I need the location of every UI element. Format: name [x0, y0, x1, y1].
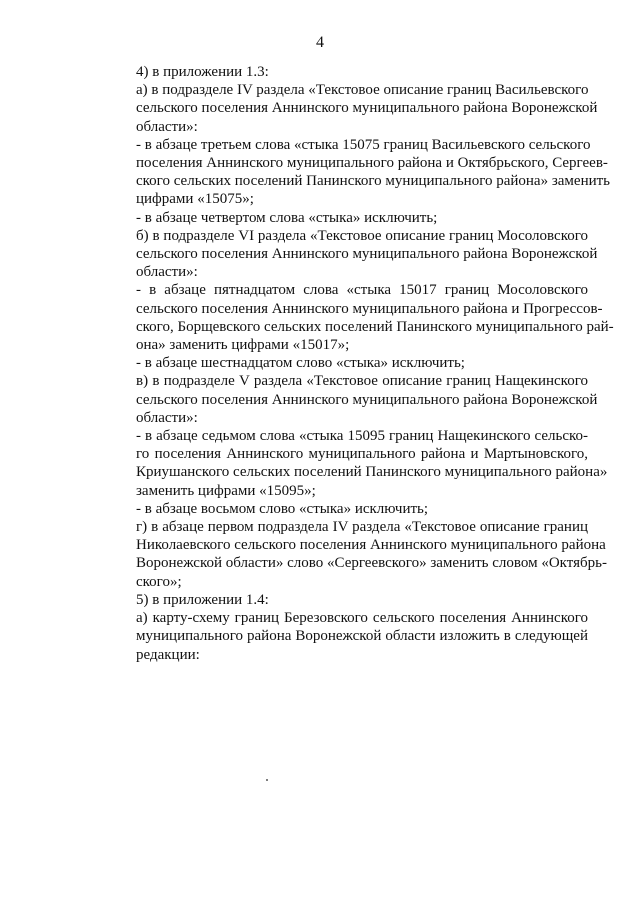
paragraph [106, 609, 588, 664]
text-line: а) в подразделе IV раздела «Текстовое описание границ Васильевского [136, 82, 589, 99]
text-line: - в абзаце пятнадцатом слова «стыка 15017 границ Мосоловского [136, 282, 588, 299]
paragraph [106, 354, 588, 372]
text-line: цифрами «15075»; [136, 191, 254, 208]
paragraph [106, 227, 598, 282]
paragraph [106, 372, 598, 427]
paragraph [106, 209, 588, 227]
text-line: - в абзаце восьмом слово «стыка» исключить; [136, 500, 429, 517]
text-line: - в абзаце четвертом слова «стыка» исключить; [136, 209, 438, 226]
paragraph [106, 518, 607, 591]
text-line: а) карту-схему границ Березовского сельского поселения Аннинского [136, 610, 588, 627]
text-line: 4) в приложении 1.3: [136, 64, 269, 80]
text-line: области»: [136, 409, 198, 426]
text-line: г) в абзаце первом подраздела IV раздела «Текстовое описание границ [136, 519, 588, 536]
document-body [106, 63, 614, 664]
text-line: сельского поселения Аннинского муниципального района Воронежской [136, 391, 598, 408]
text-line: - в абзаце седьмом слова «стыка 15095 границ Нащекинского сельско- [136, 428, 588, 445]
scan-speck [266, 779, 268, 781]
text-line: в) в подразделе V раздела «Текстовое описание границ Нащекинского [136, 373, 588, 390]
paragraph [106, 591, 588, 609]
text-line: ского, Борщевского сельских поселений Панинского муниципального рай- [136, 318, 614, 335]
text-line: заменить цифрами «15095»; [136, 482, 316, 499]
text-line: Криушанского сельских поселений Панинского муниципального района» [136, 464, 608, 481]
paragraph [106, 81, 598, 136]
text-line: Николаевского сельского поселения Аннинского муниципального района [136, 537, 606, 554]
text-line: ского сельских поселений Панинского муниципального района» заменить [136, 173, 611, 190]
text-line: го поселения Аннинского муниципального района и Мартыновского, [136, 446, 588, 463]
text-line: б) в подразделе VI раздела «Текстовое описание границ Мосоловского [136, 227, 588, 244]
text-line: муниципального района Воронежской области изложить в следующей [136, 628, 588, 645]
text-line: она» заменить цифрами «15017»; [136, 337, 350, 354]
paragraph [106, 136, 611, 209]
text-line: ского»; [136, 573, 182, 590]
paragraph [106, 281, 614, 354]
paragraph [106, 500, 588, 518]
text-line: поселения Аннинского муниципального района и Октябрьского, Сергеев- [136, 155, 608, 172]
text-line: сельского поселения Аннинского муниципального района Воронежской [136, 100, 598, 117]
text-line: редакции: [136, 646, 200, 663]
text-line: области»: [136, 264, 198, 281]
page-number: 4 [316, 34, 324, 51]
text-line: сельского поселения Аннинского муниципального района и Прогрессов- [136, 300, 603, 317]
paragraph [106, 427, 608, 500]
text-line: 5) в приложении 1.4: [136, 591, 269, 608]
text-line: Воронежской области» слово «Сергеевского» заменить словом «Октябрь- [136, 555, 607, 572]
text-line: области»: [136, 118, 198, 135]
text-line: - в абзаце шестнадцатом слово «стыка» исключить; [136, 355, 465, 372]
text-line: сельского поселения Аннинского муниципального района Воронежской [136, 246, 598, 263]
paragraph [106, 63, 588, 81]
text-line: - в абзаце третьем слова «стыка 15075 границ Васильевского сельского [136, 136, 591, 153]
